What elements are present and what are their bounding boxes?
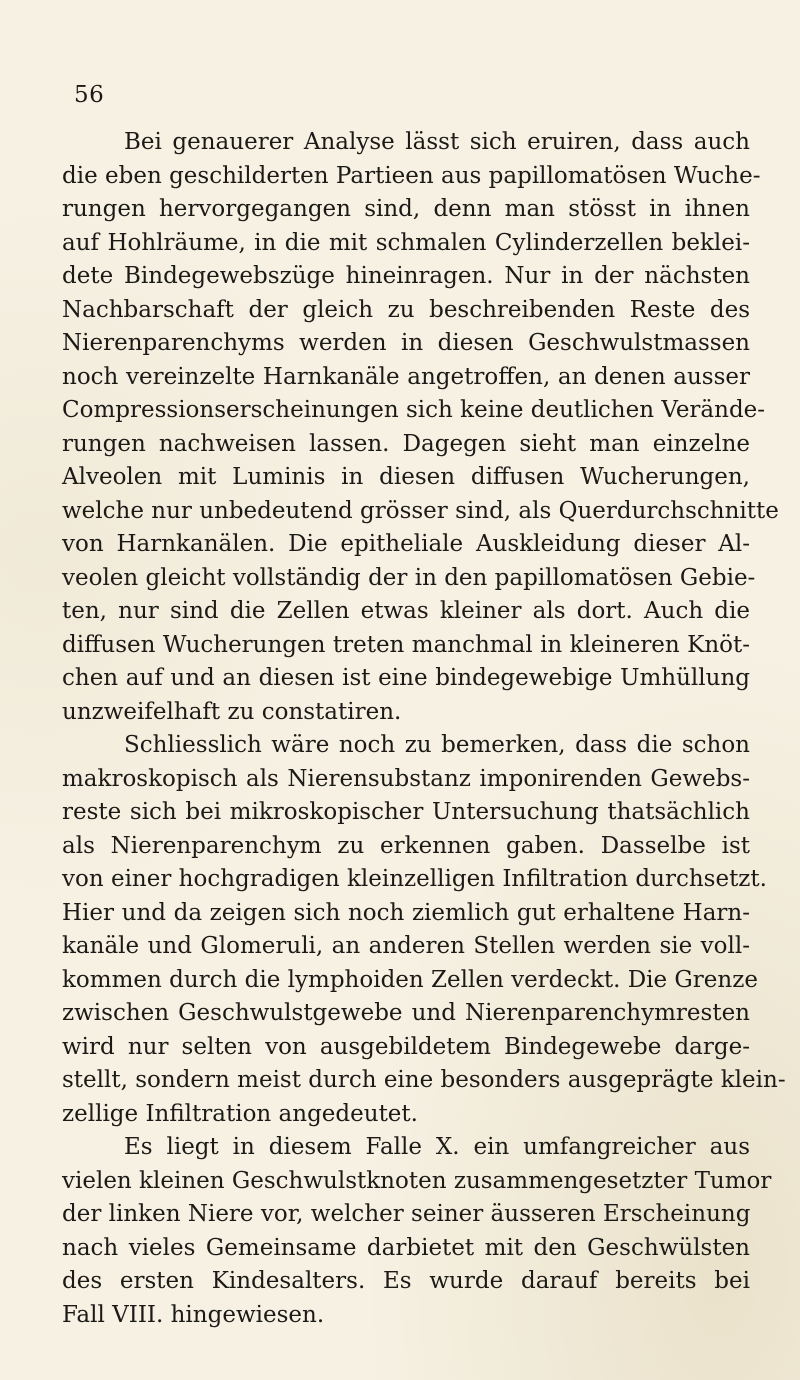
- text-line: Compressionserscheinungen sich keine deutlichen Verände-: [62, 397, 766, 423]
- text-line: kanäle und Glomeruli, an anderen Stellen werden sie voll-: [62, 933, 750, 959]
- text-line: diffusen Wucherungen treten manchmal in kleineren Knöt-: [62, 631, 750, 658]
- text-line: rungen nachweisen lassen. Dagegen sieht man einzelne: [62, 430, 750, 457]
- text-line: zellige Infiltration angedeutet.: [62, 1100, 418, 1127]
- text-line: als Nierenparenchym zu erkennen gaben. Dasselbe ist: [62, 832, 750, 859]
- text-line: rungen hervorgegangen sind, denn man stösst in ihnen: [62, 196, 750, 222]
- text-line: der linken Niere vor, welcher seiner äusseren Erscheinung: [62, 1201, 751, 1227]
- text-line: Bei genauerer Analyse lässt sich eruiren, dass auch: [124, 129, 750, 155]
- text-line: kommen durch die lymphoiden Zellen verdeckt. Die Grenze: [62, 966, 758, 993]
- text-line: veolen gleicht vollständig der in den papillomatösen Gebie-: [62, 564, 756, 591]
- body-text: [62, 126, 786, 1332]
- text-line: chen auf und an diesen ist eine bindegewebige Umhüllung: [62, 665, 750, 691]
- text-line: von Harnkanälen. Die epitheliale Auskleidung dieser Al-: [62, 531, 750, 557]
- paragraph: [62, 126, 779, 729]
- text-line: des ersten Kindesalters. Es wurde darauf bereits bei: [62, 1268, 750, 1294]
- text-line: Alveolen mit Luminis in diesen diffusen Wucherungen,: [62, 464, 750, 490]
- text-line: auf Hohlräume, in die mit schmalen Cylinderzellen beklei-: [62, 229, 750, 256]
- text-line: Nierenparenchyms werden in diesen Geschwulstmassen: [62, 330, 750, 356]
- text-line: Hier und da zeigen sich noch ziemlich gut erhaltene Harn-: [62, 899, 750, 926]
- text-line: welche nur unbedeutend grösser sind, als Querdurchschnitte: [62, 497, 779, 524]
- text-line: reste sich bei mikroskopischer Untersuchung thatsächlich: [62, 799, 750, 825]
- text-line: von einer hochgradigen kleinzelligen Infiltration durchsetzt.: [62, 866, 767, 892]
- text-line: stellt, sondern meist durch eine besonders ausgeprägte klein-: [62, 1067, 786, 1093]
- text-line: ten, nur sind die Zellen etwas kleiner als dort. Auch die: [62, 598, 750, 624]
- text-line: zwischen Geschwulstgewebe und Nierenparenchymresten: [62, 1000, 750, 1026]
- text-line: nach vieles Gemeinsame darbietet mit den Geschwülsten: [62, 1234, 750, 1261]
- text-line: Schliesslich wäre noch zu bemerken, dass die schon: [124, 732, 750, 758]
- text-line: Es liegt in diesem Falle X. ein umfangreicher aus: [124, 1134, 750, 1160]
- page-number: 56: [74, 82, 105, 108]
- text-line: Nachbarschaft der gleich zu beschreibenden Reste des: [62, 296, 750, 323]
- text-line: makroskopisch als Nierensubstanz imponirenden Gewebs-: [62, 765, 750, 792]
- paragraph: [62, 1131, 772, 1332]
- text-line: vielen kleinen Geschwulstknoten zusammengesetzter Tumor: [62, 1167, 772, 1194]
- text-line: unzweifelhaft zu constatiren.: [62, 698, 402, 725]
- text-line: wird nur selten von ausgebildetem Bindegewebe darge-: [62, 1033, 750, 1060]
- text-line: dete Bindegewebszüge hineinragen. Nur in der nächsten: [62, 263, 750, 289]
- text-line: noch vereinzelte Harnkanäle angetroffen, an denen ausser: [62, 363, 750, 390]
- text-line: die eben geschilderten Partieen aus papillomatösen Wuche-: [62, 162, 761, 189]
- text-line: Fall VIII. hingewiesen.: [62, 1301, 325, 1328]
- paragraph: [62, 729, 786, 1131]
